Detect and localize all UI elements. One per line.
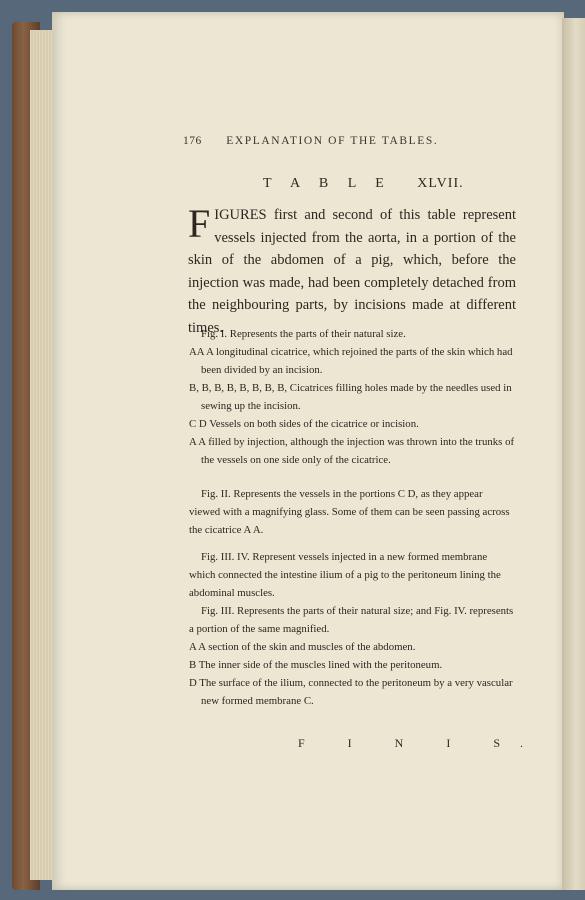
page-number: 176 (183, 135, 202, 147)
fig2-text: Fig. II. Represents the vessels in the portions C D, as they appear viewed with a magnifying glass. Some of them can be seen passing across the cicatrice A A. (189, 488, 510, 536)
intro-text: IGURES first and second of this table represent vessels injected from the aorta, in a portion of the skin of the abdomen of a pig, which, before the injection was made, had been completely detached from the neighbouring parts, by incisions made at different times. (188, 207, 516, 336)
running-head-title: EXPLANATION OF THE TABLES. (226, 135, 439, 147)
fig1-caption: Fig. I. Represents the parts of their natural size. (201, 328, 406, 340)
fig1-item-aa: AA A longitudinal cicatrice, which rejoined the parts of the skin which had been divided by an incision. (189, 346, 513, 376)
table-label: T A B L E (263, 176, 392, 191)
fig1-item-aa-filled: A A filled by injection, although the injection was thrown into the trunks of the vessels on one side only of the cicatrice. (189, 436, 515, 466)
fig3-section (189, 548, 516, 710)
fig1-section (189, 325, 516, 469)
fig1-item-cd: C D Vessels on both sides of the cicatrice or incision. (189, 418, 419, 430)
table-heading (263, 176, 464, 192)
fig3-item-b: B The inner side of the muscles lined with the peritoneum. (189, 659, 443, 671)
fig3-text2: Fig. III. Represents the parts of their natural size; and Fig. IV. represents a portion of the same magnified. (189, 605, 514, 635)
finis: F I N I S. (298, 736, 544, 750)
facing-page-edge (562, 18, 585, 890)
fig1-item-b: B, B, B, B, B, B, B, B, Cicatrices filling holes made by the needles used in sewing up the incision. (189, 382, 512, 412)
intro-paragraph (188, 201, 516, 339)
table-number: XLVII. (417, 176, 464, 191)
running-head (183, 135, 483, 147)
fig3-item-d: D The surface of the ilium, connected to the peritoneum by a very vascular new formed membrane C. (189, 677, 513, 707)
drop-cap: F (188, 201, 211, 246)
fig3-item-a: A A section of the skin and muscles of the abdomen. (189, 641, 416, 653)
fig2-section (189, 485, 516, 539)
fig3-text: Fig. III. IV. Represent vessels injected in a new formed membrane which connected the intestine ilium of a pig to the peritoneum lining the abdominal muscles. (189, 551, 501, 599)
